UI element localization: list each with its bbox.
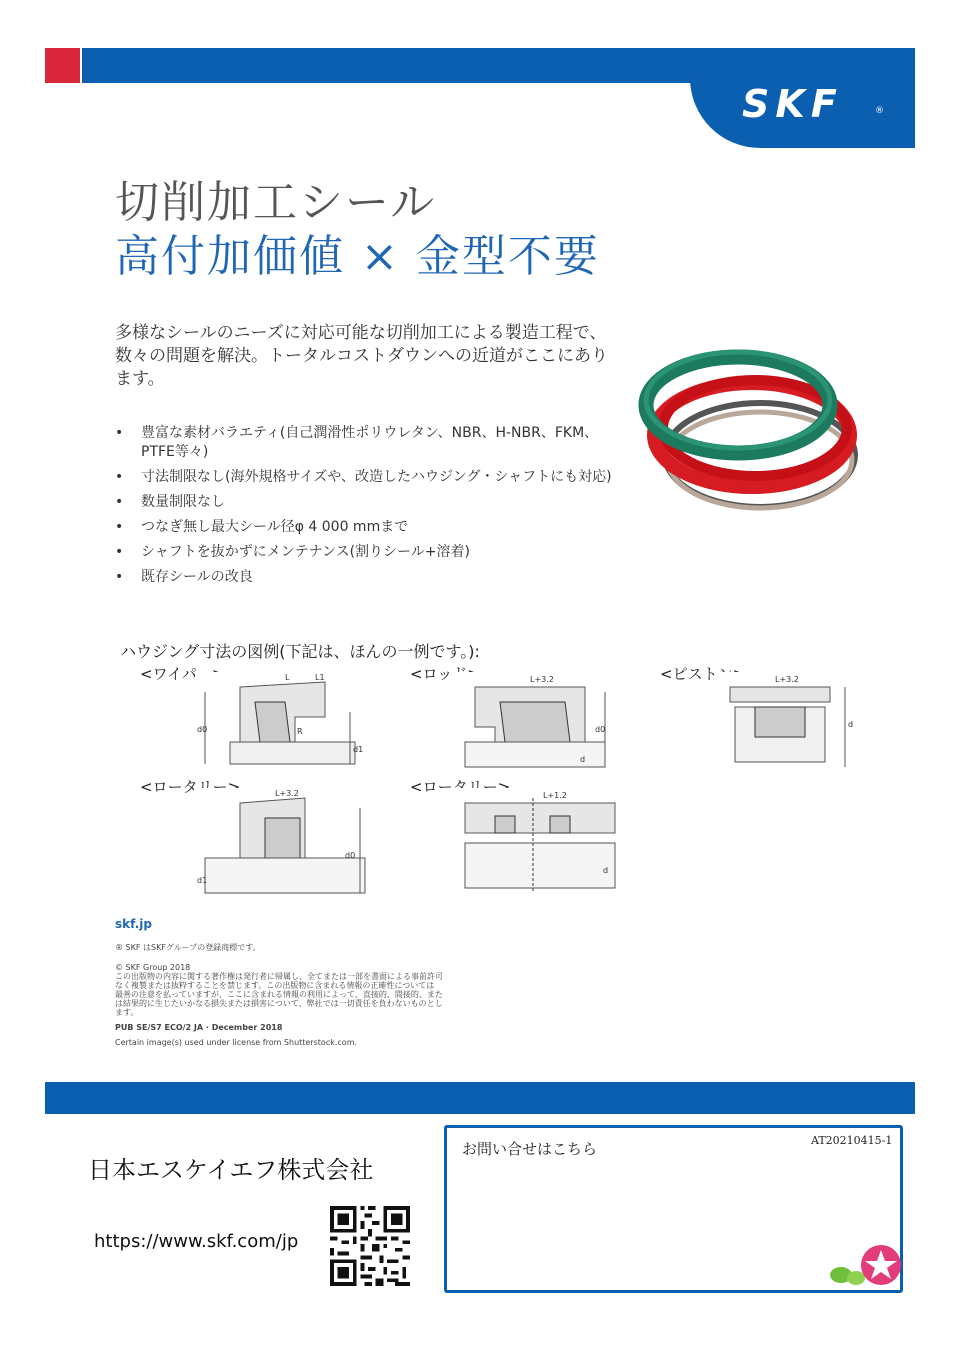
rotary-diagram-2 — [455, 788, 625, 898]
copyright-line: は結果的に生じたいかなる損失または損害について、弊社では一切責任を負わないものとし — [115, 999, 443, 1008]
list-item: • シャフトを抜かずにメンテナンス(割りシール+溶着) — [115, 543, 615, 562]
seal-rings-image — [630, 330, 860, 530]
intro-paragraph: 多様なシールのニーズに対応可能な切削加工による製造工程で、数々の問題を解決。トータルコストダウンへの近道がここにあります。 — [115, 323, 608, 389]
registered-mark: ® — [875, 106, 884, 116]
list-item: • 豊富な素材バラエティ(自己潤滑性ポリウレタン、NBR、H-NBR、FKM、PTFE等々) — [115, 424, 615, 462]
copyright-line: ます。 — [115, 1008, 139, 1017]
feature-list — [115, 424, 615, 593]
image-credit: Certain image(s) used under license from Shutterstock.com. — [115, 1038, 358, 1047]
piston-label: <ピストン> — [660, 665, 746, 683]
rotary-diagram-1 — [195, 788, 375, 898]
dim-label: L+3.2 — [775, 675, 799, 684]
copyright-line: この出版物の内容に関する著作権は発行者に帰属し、全てまたは一部を書面による事前許可 — [115, 972, 443, 981]
list-item: • 寸法制限なし(海外規格サイズや、改造したハウジング・シャフトにも対応) — [115, 468, 615, 487]
publication-code: PUB SE/S7 ECO/2 JA · December 2018 — [115, 1023, 283, 1032]
copyright-line: 最善の注意を払っていますが、ここに含まれる情報の利用によって、直接的、間接的、また — [115, 990, 443, 999]
company-name: 日本エスケイエフ株式会社 — [88, 1156, 374, 1184]
dim-label: d0 — [595, 725, 606, 734]
dim-label: d1 — [353, 745, 364, 754]
wiper-diagram — [195, 672, 365, 772]
dim-label: L1 — [315, 673, 325, 682]
rotary-label-1: <ロータリー> — [140, 778, 241, 796]
dim-label: d — [580, 755, 586, 764]
copyright-line: © SKF Group 2018 — [115, 963, 191, 972]
housing-diagram-title: ハウジング寸法の図例(下記は、ほんの一例です。): — [120, 642, 480, 661]
list-item: • 既存シールの改良 — [115, 568, 615, 587]
trademark-note: ® SKF はSKFグループの登録商標です。 — [115, 943, 261, 952]
site-link[interactable]: skf.jp — [115, 917, 152, 931]
dim-label: d — [848, 720, 854, 729]
wiper-label: <ワイパー> — [140, 665, 225, 683]
list-item: • 数量制限なし — [115, 493, 615, 512]
dim-label: d — [603, 866, 609, 875]
dim-label: d0 — [345, 851, 356, 860]
rod-diagram — [455, 672, 620, 772]
dim-label: L+3.2 — [530, 675, 554, 684]
dim-label: R — [297, 727, 303, 736]
copyright-line: なく複製または抜粋することを禁じます。この出版物に含まれる情報の正確性については — [115, 981, 435, 990]
page-title: 切削加工シール — [115, 177, 437, 228]
dim-label: L+3.2 — [275, 789, 299, 798]
footer-blue-bar — [45, 1082, 915, 1114]
page-subtitle: 高付加価値 × 金型不要 — [115, 231, 600, 282]
piston-diagram — [720, 672, 870, 772]
list-item: • つなぎ無し最大シール径φ 4 000 mmまで — [115, 518, 615, 537]
company-url[interactable]: https://www.skf.com/jp — [94, 1231, 299, 1252]
contact-label: お問い合せはこちら — [462, 1140, 598, 1158]
dim-label: L+1.2 — [543, 791, 567, 800]
document-code: AT20210415-1 — [811, 1134, 893, 1147]
dim-label: d0 — [197, 725, 208, 734]
dim-label: d1 — [197, 876, 208, 885]
dim-label: L — [285, 673, 290, 682]
qr-code-icon[interactable] — [330, 1206, 410, 1286]
skf-logo: SKF — [742, 82, 843, 126]
star-mascot-icon — [826, 1240, 906, 1290]
rod-label: <ロッド> — [410, 665, 480, 683]
header-red-square — [45, 48, 80, 83]
rotary-label-2: <ロータリー> — [410, 778, 511, 796]
